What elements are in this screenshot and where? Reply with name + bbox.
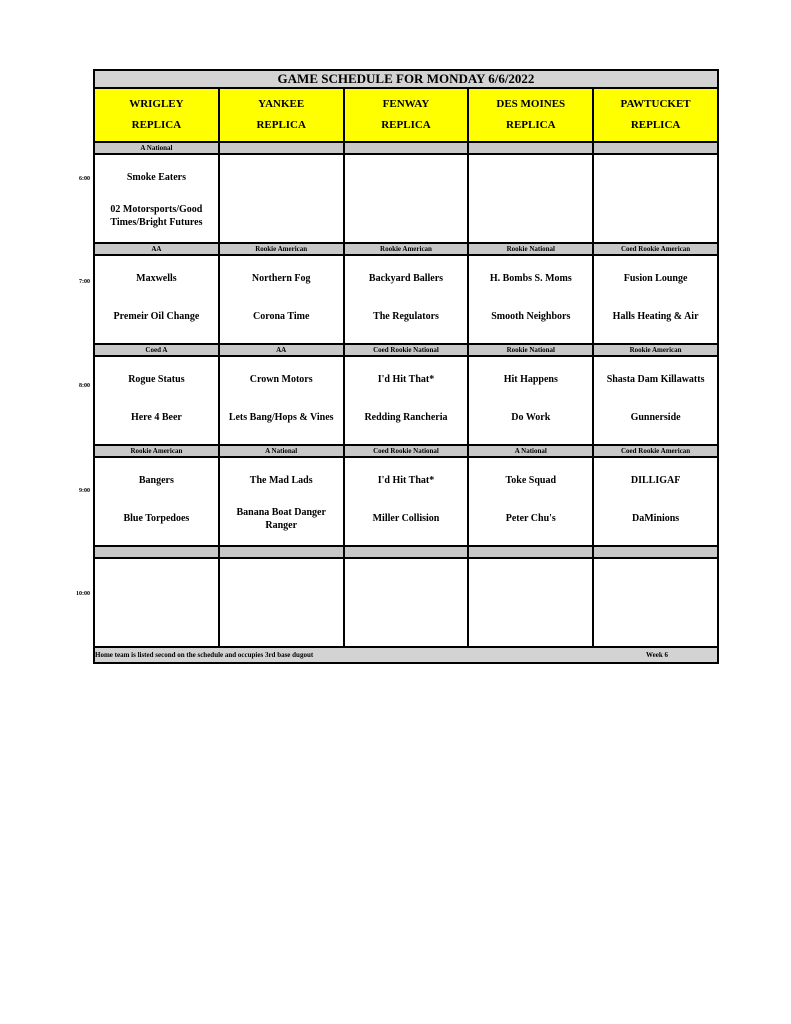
game-cell	[94, 255, 219, 344]
footer-note: Home team is listed second on the schedule and occupies 3rd base dugout	[95, 651, 314, 659]
division-label: Rookie American	[344, 243, 469, 255]
away-team: Bangers	[138, 475, 174, 486]
division-label	[468, 142, 593, 154]
game-cell	[468, 457, 593, 546]
field-name: DES MOINES	[496, 98, 566, 110]
field-name: YANKEE	[258, 98, 305, 110]
game-cell	[344, 558, 469, 647]
division-label: Rookie American	[219, 243, 344, 255]
home-team: Miller Collision	[372, 513, 440, 524]
division-label: Rookie American	[593, 344, 718, 356]
field-header	[94, 88, 219, 142]
game-cell	[219, 457, 344, 546]
game-cell	[593, 457, 718, 546]
home-team: Premeir Oil Change	[113, 311, 200, 322]
home-team: 02 Motorsports/Good Times/Bright Futures	[110, 204, 203, 228]
game-cell	[94, 558, 219, 647]
division-label: Coed Rookie American	[593, 445, 718, 457]
field-name: PAWTUCKET	[620, 98, 691, 110]
time-label: 6:00	[79, 176, 90, 182]
away-team: Hit Happens	[503, 374, 558, 385]
division-label	[94, 546, 219, 558]
field-sub: REPLICA	[131, 119, 182, 131]
away-team: H. Bombs S. Moms	[489, 273, 572, 284]
division-label: Rookie National	[468, 344, 593, 356]
division-label	[219, 142, 344, 154]
field-header	[468, 88, 593, 142]
away-team: Smoke Eaters	[126, 172, 186, 183]
division-label: AA	[219, 344, 344, 356]
home-team: Corona Time	[252, 311, 310, 322]
game-cell	[219, 558, 344, 647]
division-label: Coed Rookie National	[344, 445, 469, 457]
home-team: Blue Torpedoes	[123, 513, 190, 524]
away-team: Northern Fog	[251, 273, 311, 284]
field-header	[593, 88, 718, 142]
home-team: Redding Rancheria	[364, 412, 448, 423]
away-team: Backyard Ballers	[368, 273, 444, 284]
division-label: Rookie National	[468, 243, 593, 255]
division-label: A National	[468, 445, 593, 457]
home-team: Here 4 Beer	[130, 412, 182, 423]
footer-bar	[94, 647, 718, 663]
game-cell	[219, 154, 344, 243]
game-cell	[344, 154, 469, 243]
field-header	[344, 88, 469, 142]
division-label	[593, 546, 718, 558]
division-label: Rookie American	[94, 445, 219, 457]
game-cell	[94, 457, 219, 546]
time-label: 7:00	[79, 279, 90, 285]
field-name: FENWAY	[382, 98, 430, 110]
game-cell	[219, 356, 344, 445]
game-cell	[344, 356, 469, 445]
division-label	[344, 142, 469, 154]
home-team: Banana Boat Danger Ranger	[236, 507, 326, 531]
game-cell	[468, 154, 593, 243]
division-label	[468, 546, 593, 558]
division-label	[219, 546, 344, 558]
schedule-table	[93, 69, 719, 664]
home-team: Lets Bang/Hops & Vines	[228, 412, 334, 423]
division-label: Coed Rookie National	[344, 344, 469, 356]
away-team: Shasta Dam Killawatts	[606, 374, 705, 385]
away-team: The Mad Lads	[249, 475, 313, 486]
game-cell	[593, 255, 718, 344]
division-label: Coed A	[94, 344, 219, 356]
field-sub: REPLICA	[256, 119, 306, 131]
game-cell	[94, 154, 219, 243]
field-sub: REPLICA	[381, 119, 431, 131]
game-cell	[593, 356, 718, 445]
home-team: DaMinions	[631, 513, 680, 524]
home-team: The Regulators	[373, 311, 439, 322]
field-name: WRIGLEY	[129, 98, 184, 110]
home-team: Smooth Neighbors	[491, 311, 571, 322]
game-cell	[344, 457, 469, 546]
schedule-sheet	[93, 69, 719, 664]
away-team: Maxwells	[136, 273, 177, 284]
time-label: 8:00	[79, 383, 90, 389]
game-cell	[94, 356, 219, 445]
away-team: I'd Hit That*	[377, 374, 435, 385]
division-label: A National	[219, 445, 344, 457]
time-label: 9:00	[79, 488, 90, 494]
game-cell	[593, 154, 718, 243]
division-label: Coed Rookie American	[593, 243, 718, 255]
time-label: 10:00	[76, 591, 90, 597]
division-label	[344, 546, 469, 558]
game-cell	[468, 255, 593, 344]
division-label	[593, 142, 718, 154]
away-team: Toke Squad	[505, 475, 557, 486]
game-cell	[468, 356, 593, 445]
home-team: Gunnerside	[630, 412, 681, 423]
schedule-title: GAME SCHEDULE FOR MONDAY 6/6/2022	[94, 70, 718, 88]
game-cell	[219, 255, 344, 344]
away-team: Crown Motors	[249, 374, 313, 385]
week-label: Week 6	[646, 651, 668, 659]
home-team: Do Work	[511, 412, 551, 423]
away-team: Fusion Lounge	[623, 273, 688, 284]
home-team: Peter Chu's	[505, 513, 556, 524]
away-team: Rogue Status	[128, 374, 185, 385]
division-label: A National	[94, 142, 219, 154]
field-sub: REPLICA	[506, 119, 556, 131]
game-cell	[593, 558, 718, 647]
division-label: AA	[94, 243, 219, 255]
game-cell	[468, 558, 593, 647]
field-header	[219, 88, 344, 142]
away-team: DILLIGAF	[630, 475, 681, 486]
game-cell	[344, 255, 469, 344]
away-team: I'd Hit That*	[377, 475, 435, 486]
home-team: Halls Heating & Air	[612, 311, 699, 322]
field-sub: REPLICA	[630, 119, 681, 131]
